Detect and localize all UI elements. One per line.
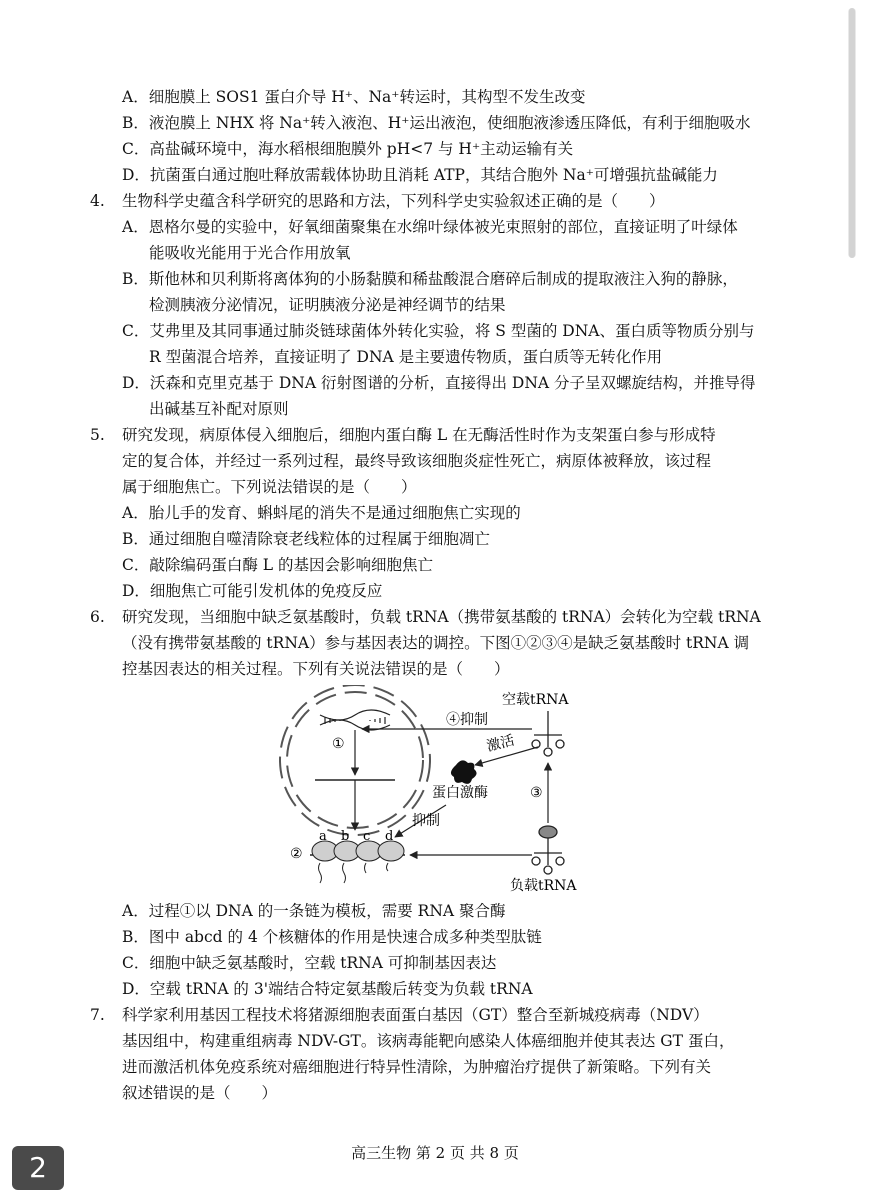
q6-option-c: C．细胞中缺乏氨基酸时，空载 tRNA 可抑制基因表达 [122, 954, 497, 972]
page-number-badge[interactable]: 2 [12, 1146, 64, 1190]
ribosomes [312, 841, 404, 861]
label-activate: 激活 [485, 732, 517, 755]
page-footer: 高三生物 第 2 页 共 8 页 [351, 1144, 519, 1162]
empty-trna-icon [532, 711, 564, 756]
q4-option-d: D．沃森和克里克基于 DNA 衍射图谱的分析，直接得出 DNA 分子呈双螺旋结构，并推导得 [122, 374, 756, 392]
label-p2: ② [290, 846, 303, 862]
loaded-trna-icon [532, 826, 564, 874]
q5-option-b: B．通过细胞自噬清除衰老线粒体的过程属于细胞凋亡 [122, 530, 490, 548]
q4-option-a-cont: 能吸收光能用于光合作用放氧 [149, 244, 351, 262]
q7-stem-1: 科学家利用基因工程技术将猪源细胞表面蛋白基因（GT）整合至新城疫病毒（NDV） [122, 1006, 709, 1024]
q4-stem: 生物科学史蕴含科学研究的思路和方法，下列科学史实验叙述正确的是（ ） [122, 192, 665, 210]
q4-option-b: B．斯他林和贝利斯将离体狗的小肠黏膜和稀盐酸混合磨碎后制成的提取液注入狗的静脉， [122, 270, 738, 288]
label-kinase: 蛋白激酶 [432, 785, 488, 801]
q4-option-a: A．恩格尔曼的实验中，好氧细菌聚集在水绵叶绿体被光束照射的部位，直接证明了叶绿体 [122, 218, 738, 236]
q3-option-c: C．高盐碱环境中，海水稻根细胞膜外 pH<7 与 H⁺主动运输有关 [122, 140, 574, 158]
q5-option-c: C．敲除编码蛋白酶 L 的基因会影响细胞焦亡 [122, 556, 434, 574]
label-d: d [385, 829, 394, 844]
q7-stem-2: 基因组中，构建重组病毒 NDV-GT。该病毒能靶向感染人体癌细胞并使其表达 GT 蛋白， [122, 1032, 735, 1050]
q6-option-a: A．过程①以 DNA 的一条链为模板，需要 RNA 聚合酶 [122, 902, 506, 920]
label-loaded-trna: 负载tRNA [510, 878, 577, 894]
q4-option-b-cont: 检测胰液分泌情况，证明胰液分泌是神经调节的结果 [149, 296, 506, 314]
label-c: c [363, 829, 371, 844]
q4-option-c-cont: R 型菌混合培养，直接证明了 DNA 是主要遗传物质，蛋白质等无转化作用 [149, 348, 663, 366]
q4-option-d-cont: 出碱基互补配对原则 [149, 400, 289, 418]
q4-number: 4. [90, 192, 105, 210]
label-inhibit: 抑制 [412, 813, 440, 829]
q5-option-d: D．细胞焦亡可能引发机体的免疫反应 [122, 582, 383, 600]
q6-stem-3: 控基因表达的相关过程。下列有关说法错误的是（ ） [122, 660, 510, 678]
label-inhibit4: ④抑制 [446, 712, 488, 728]
label-p3: ③ [530, 785, 543, 801]
label-a: a [319, 829, 327, 844]
q3-option-b: B．液泡膜上 NHX 将 Na⁺转入液泡、H⁺运出液泡，使细胞液渗透压降低，有利于细胞吸水 [122, 114, 751, 132]
q3-option-a: A．细胞膜上 SOS1 蛋白介导 H⁺、Na⁺转运时，其构型不发生改变 [122, 88, 586, 106]
label-p1: ① [332, 736, 345, 752]
q5-stem-3: 属于细胞焦亡。下列说法错误的是（ ） [122, 478, 417, 496]
scrollbar[interactable] [848, 8, 856, 258]
q7-stem-3: 进而激活机体免疫系统对癌细胞进行特异性清除，为肿瘤治疗提供了新策略。下列有关 [122, 1058, 712, 1076]
q5-stem-1: 研究发现，病原体侵入细胞后，细胞内蛋白酶 L 在无酶活性时作为支架蛋白参与形成特 [122, 426, 716, 444]
q6-stem-2: （没有携带氨基酸的 tRNA）参与基因表达的调控。下图①②③④是缺乏氨基酸时 tRNA 调 [122, 634, 750, 652]
q3-option-d: D．抗菌蛋白通过胞吐释放需载体协助且消耗 ATP，其结合胞外 Na⁺可增强抗盐碱能力 [122, 166, 718, 184]
q5-number: 5. [90, 426, 105, 444]
q6-number: 6. [90, 608, 105, 626]
trna-regulation-diagram [270, 685, 600, 900]
q7-stem-4: 叙述错误的是（ ） [122, 1084, 278, 1102]
kinase-icon [451, 760, 477, 783]
scrollbar-thumb[interactable] [849, 8, 855, 258]
label-empty-trna: 空载tRNA [502, 692, 569, 708]
q7-number: 7. [90, 1006, 105, 1024]
q4-option-c: C．艾弗里及其同事通过肺炎链球菌体外转化实验，将 S 型菌的 DNA、蛋白质等物质分别与 [122, 322, 755, 340]
peptide-chains [319, 863, 389, 883]
q5-option-a: A．胎儿手的发育、蝌蚪尾的消失不是通过细胞焦亡实现的 [122, 504, 521, 522]
label-b: b [341, 829, 350, 844]
q5-stem-2: 定的复合体，并经过一系列过程，最终导致该细胞炎症性死亡，病原体被释放，该过程 [122, 452, 712, 470]
q6-option-b: B．图中 abcd 的 4 个核糖体的作用是快速合成多种类型肽链 [122, 928, 542, 946]
dna-helix [320, 710, 390, 730]
q6-option-d: D．空载 tRNA 的 3'端结合特定氨基酸后转变为负载 tRNA [122, 980, 533, 998]
q6-stem-1: 研究发现，当细胞中缺乏氨基酸时，负载 tRNA（携带氨基酸的 tRNA）会转化为空载 tRNA [122, 608, 761, 626]
